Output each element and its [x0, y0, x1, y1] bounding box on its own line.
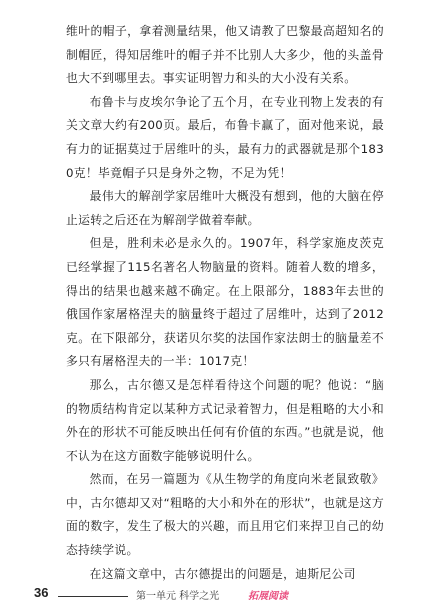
paragraph: 在这篇文章中，古尔德提出的问题是，迪斯尼公司	[89, 566, 356, 581]
section-label: 拓展阅读	[248, 591, 288, 602]
paragraph: 布鲁卡与皮埃尔争论了五个月，在专业刊物上发表的有关文章大约有200页。最后，布鲁卡赢了，面对他来说，最有力的证据莫过于居维叶的头，最有力的武器就是那个1830克！毕竟帽子只是身外之物，不足为凭！	[66, 94, 384, 180]
footer-divider	[58, 596, 128, 597]
paragraph: 但是，胜利未必是永久的。1907年，科学家施皮茨克已经掌握了115名著名人物脑量的资料。随着人数的增多，得出的结果也越来越不确定。在上限部分，1883年去世的俄国作家屠格涅夫的脑量终于超过了居维叶，达到了2012克。在下限部分，获诺贝尔奖的法国作家法朗士的脑量差不多只有屠格涅夫的一半：1017克！	[66, 236, 384, 369]
article-body	[66, 20, 384, 586]
paragraph: 那么，古尔德又是怎样看待这个问题的呢？他说：“脑的物质结构肯定以某种方式记录着智力，但是粗略的大小和外在的形状不可能反映出任何有价值的东西。”也就是说，他不认为在这方面数字能够说明什么。	[66, 377, 384, 463]
page-footer	[0, 575, 437, 613]
paragraph: 然而，在另一篇题为《从生物学的角度向米老鼠致敬》中，古尔德却又对“粗略的大小和外在的形状”，也就是这方面的数字，发生了极大的兴趣，而且用它们来捍卫自己的幼态持续学说。	[66, 472, 384, 558]
paragraph: 最伟大的解剖学家居维叶大概没有想到，他的大脑在停止运转之后还在为解剖学做着奉献。	[66, 189, 384, 227]
unit-label: 第一单元 科学之光	[136, 591, 220, 602]
paragraph-continued: 维叶的帽子，拿着测量结果，他又请教了巴黎最高超知名的制帽匠，得知居维叶的帽子并不比别人大多少，他的头盖骨也大不到哪里去。事实证明智力和头的大小没有关系。	[66, 24, 384, 86]
page-number: 36	[34, 585, 49, 600]
